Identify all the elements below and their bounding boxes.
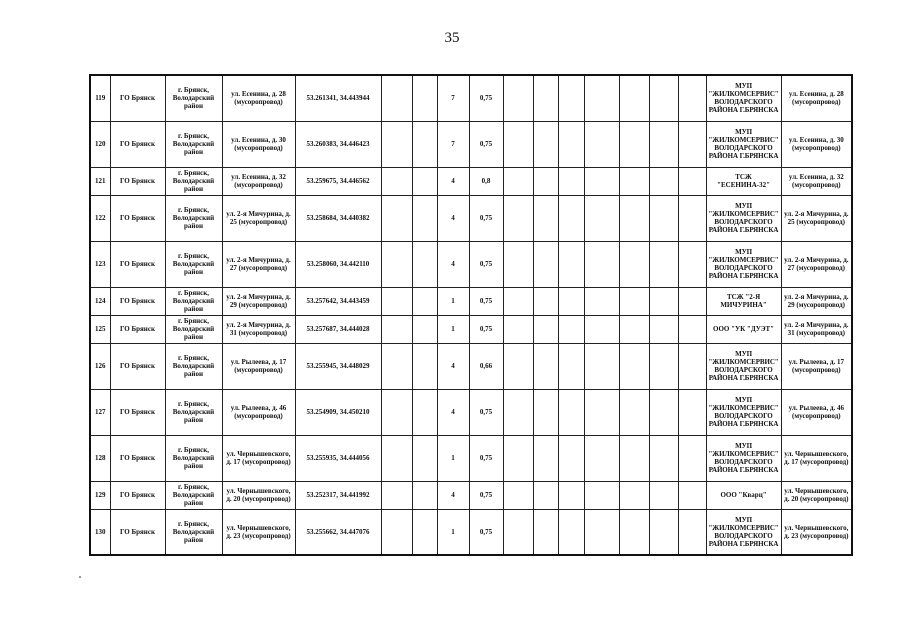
empty-cell <box>503 241 533 287</box>
container-volume-cell: 0,75 <box>469 481 503 509</box>
empty-cell <box>678 167 706 195</box>
district-cell: ГО Брянск <box>110 509 165 555</box>
district-cell: ГО Брянск <box>110 121 165 167</box>
empty-cell <box>584 509 619 555</box>
empty-cell <box>533 241 558 287</box>
empty-cell <box>649 389 678 435</box>
row-number: 124 <box>90 287 110 315</box>
container-volume-cell: 0,75 <box>469 315 503 343</box>
container-count-cell: 1 <box>437 315 469 343</box>
row-number: 128 <box>90 435 110 481</box>
empty-cell <box>533 509 558 555</box>
empty-cell <box>412 509 437 555</box>
empty-cell <box>558 343 584 389</box>
empty-cell <box>678 509 706 555</box>
empty-cell <box>649 343 678 389</box>
coordinates-cell: 53.255935, 34.444056 <box>295 435 381 481</box>
empty-cell <box>558 389 584 435</box>
coordinates-cell: 53.259675, 34.446562 <box>295 167 381 195</box>
empty-cell <box>584 287 619 315</box>
empty-cell <box>412 343 437 389</box>
empty-cell <box>381 343 412 389</box>
locality-cell: г. Брянск, Володарский район <box>165 121 222 167</box>
empty-cell <box>381 509 412 555</box>
empty-cell <box>381 389 412 435</box>
owner-org-cell: МУП "ЖИЛКОМСЕРВИС" ВОЛОДАРСКОГО РАЙОНА Г.БРЯНСКА <box>706 343 781 389</box>
table-row <box>90 195 852 241</box>
empty-cell <box>381 195 412 241</box>
container-volume-cell: 0,75 <box>469 195 503 241</box>
container-volume-cell: 0,75 <box>469 241 503 287</box>
locality-cell: г. Брянск, Володарский район <box>165 509 222 555</box>
coordinates-cell: 53.257687, 34.444028 <box>295 315 381 343</box>
district-cell: ГО Брянск <box>110 435 165 481</box>
table-row <box>90 121 852 167</box>
empty-cell <box>412 167 437 195</box>
coordinates-cell: 53.255945, 34.448029 <box>295 343 381 389</box>
owner-org-cell: МУП "ЖИЛКОМСЕРВИС" ВОЛОДАРСКОГО РАЙОНА Г.БРЯНСКА <box>706 75 781 121</box>
row-number: 120 <box>90 121 110 167</box>
empty-cell <box>584 481 619 509</box>
empty-cell <box>678 195 706 241</box>
empty-cell <box>503 389 533 435</box>
row-number: 123 <box>90 241 110 287</box>
empty-cell <box>381 121 412 167</box>
empty-cell <box>584 195 619 241</box>
empty-cell <box>412 195 437 241</box>
empty-cell <box>619 241 649 287</box>
address-cell: ул. Чернышевского, д. 17 (мусоропровод) <box>222 435 295 481</box>
empty-cell <box>584 167 619 195</box>
empty-cell <box>584 121 619 167</box>
empty-cell <box>678 315 706 343</box>
empty-cell <box>678 287 706 315</box>
container-volume-cell: 0,75 <box>469 509 503 555</box>
empty-cell <box>584 389 619 435</box>
empty-cell <box>558 241 584 287</box>
empty-cell <box>649 241 678 287</box>
empty-cell <box>558 195 584 241</box>
owner-org-cell: МУП "ЖИЛКОМСЕРВИС" ВОЛОДАРСКОГО РАЙОНА Г.БРЯНСКА <box>706 195 781 241</box>
empty-cell <box>412 481 437 509</box>
empty-cell <box>412 435 437 481</box>
locality-cell: г. Брянск, Володарский район <box>165 287 222 315</box>
empty-cell <box>503 509 533 555</box>
coordinates-cell: 53.254909, 34.450210 <box>295 389 381 435</box>
empty-cell <box>381 287 412 315</box>
waste-source-cell: ул. Есенина, д. 28 (мусоропровод) <box>781 75 852 121</box>
empty-cell <box>533 315 558 343</box>
empty-cell <box>533 481 558 509</box>
address-cell: ул. Чернышевского, д. 20 (мусоропровод) <box>222 481 295 509</box>
empty-cell <box>533 343 558 389</box>
table-row <box>90 343 852 389</box>
district-cell: ГО Брянск <box>110 241 165 287</box>
container-count-cell: 4 <box>437 343 469 389</box>
address-cell: ул. 2-я Мичурина, д. 27 (мусоропровод) <box>222 241 295 287</box>
owner-org-cell: МУП "ЖИЛКОМСЕРВИС" ВОЛОДАРСКОГО РАЙОНА Г.БРЯНСКА <box>706 241 781 287</box>
empty-cell <box>533 195 558 241</box>
empty-cell <box>533 389 558 435</box>
owner-org-cell: ООО "Кварц" <box>706 481 781 509</box>
container-volume-cell: 0,8 <box>469 167 503 195</box>
table-row <box>90 75 852 121</box>
scan-speck <box>79 576 81 578</box>
container-count-cell: 4 <box>437 241 469 287</box>
empty-cell <box>412 121 437 167</box>
empty-cell <box>533 287 558 315</box>
table-row <box>90 389 852 435</box>
address-cell: ул. 2-я Мичурина, д. 31 (мусоропровод) <box>222 315 295 343</box>
empty-cell <box>503 315 533 343</box>
locality-cell: г. Брянск, Володарский район <box>165 389 222 435</box>
page-number: 35 <box>444 30 460 46</box>
empty-cell <box>558 315 584 343</box>
empty-cell <box>678 75 706 121</box>
district-cell: ГО Брянск <box>110 343 165 389</box>
empty-cell <box>584 435 619 481</box>
empty-cell <box>678 121 706 167</box>
empty-cell <box>558 287 584 315</box>
row-number: 126 <box>90 343 110 389</box>
empty-cell <box>381 481 412 509</box>
coordinates-cell: 53.255662, 34.447076 <box>295 509 381 555</box>
locality-cell: г. Брянск, Володарский район <box>165 315 222 343</box>
container-count-cell: 1 <box>437 287 469 315</box>
empty-cell <box>584 241 619 287</box>
empty-cell <box>678 481 706 509</box>
address-cell: ул. Есенина, д. 32 (мусоропровод) <box>222 167 295 195</box>
address-cell: ул. Рылеева, д. 46 (мусоропровод) <box>222 389 295 435</box>
district-cell: ГО Брянск <box>110 389 165 435</box>
address-cell: ул. Рылеева, д. 17 (мусоропровод) <box>222 343 295 389</box>
empty-cell <box>584 343 619 389</box>
row-number: 121 <box>90 167 110 195</box>
empty-cell <box>381 315 412 343</box>
waste-source-cell: ул. Чернышевского, д. 23 (мусоропровод) <box>781 509 852 555</box>
empty-cell <box>649 121 678 167</box>
container-volume-cell: 0,75 <box>469 121 503 167</box>
empty-cell <box>503 121 533 167</box>
table-row <box>90 509 852 555</box>
empty-cell <box>619 343 649 389</box>
empty-cell <box>381 75 412 121</box>
waste-source-cell: ул. Рылеева, д. 46 (мусоропровод) <box>781 389 852 435</box>
container-count-cell: 1 <box>437 435 469 481</box>
container-volume-cell: 0,75 <box>469 75 503 121</box>
waste-source-cell: ул. Есенина, д. 30 (мусоропровод) <box>781 121 852 167</box>
container-count-cell: 4 <box>437 195 469 241</box>
container-count-cell: 4 <box>437 389 469 435</box>
empty-cell <box>533 75 558 121</box>
table-row <box>90 435 852 481</box>
owner-org-cell: МУП "ЖИЛКОМСЕРВИС" ВОЛОДАРСКОГО РАЙОНА Г.БРЯНСКА <box>706 509 781 555</box>
owner-org-cell: МУП "ЖИЛКОМСЕРВИС" ВОЛОДАРСКОГО РАЙОНА Г.БРЯНСКА <box>706 435 781 481</box>
row-number: 122 <box>90 195 110 241</box>
waste-source-cell: ул. Чернышевского, д. 17 (мусоропровод) <box>781 435 852 481</box>
table-row <box>90 481 852 509</box>
locality-cell: г. Брянск, Володарский район <box>165 195 222 241</box>
locality-cell: г. Брянск, Володарский район <box>165 241 222 287</box>
empty-cell <box>503 287 533 315</box>
address-cell: ул. 2-я Мичурина, д. 25 (мусоропровод) <box>222 195 295 241</box>
empty-cell <box>649 195 678 241</box>
empty-cell <box>619 287 649 315</box>
empty-cell <box>619 315 649 343</box>
empty-cell <box>649 75 678 121</box>
empty-cell <box>619 121 649 167</box>
empty-cell <box>649 315 678 343</box>
empty-cell <box>503 167 533 195</box>
district-cell: ГО Брянск <box>110 315 165 343</box>
coordinates-cell: 53.261341, 34.443944 <box>295 75 381 121</box>
empty-cell <box>503 75 533 121</box>
locality-cell: г. Брянск, Володарский район <box>165 481 222 509</box>
empty-cell <box>533 167 558 195</box>
empty-cell <box>649 435 678 481</box>
empty-cell <box>619 167 649 195</box>
empty-cell <box>619 481 649 509</box>
empty-cell <box>619 75 649 121</box>
empty-cell <box>412 241 437 287</box>
empty-cell <box>678 241 706 287</box>
waste-source-cell: ул. Чернышевского, д. 20 (мусоропровод) <box>781 481 852 509</box>
empty-cell <box>412 287 437 315</box>
empty-cell <box>649 167 678 195</box>
empty-cell <box>412 389 437 435</box>
row-number: 125 <box>90 315 110 343</box>
empty-cell <box>649 481 678 509</box>
waste-source-cell: ул. 2-я Мичурина, д. 29 (мусоропровод) <box>781 287 852 315</box>
table-row <box>90 241 852 287</box>
address-cell: ул. Чернышевского, д. 23 (мусоропровод) <box>222 509 295 555</box>
empty-cell <box>558 167 584 195</box>
container-volume-cell: 0,75 <box>469 435 503 481</box>
empty-cell <box>584 75 619 121</box>
empty-cell <box>533 121 558 167</box>
table-row <box>90 315 852 343</box>
row-number: 129 <box>90 481 110 509</box>
empty-cell <box>649 287 678 315</box>
coordinates-cell: 53.252317, 34.441992 <box>295 481 381 509</box>
empty-cell <box>558 435 584 481</box>
empty-cell <box>503 195 533 241</box>
empty-cell <box>584 315 619 343</box>
coordinates-cell: 53.260383, 34.446423 <box>295 121 381 167</box>
owner-org-cell: МУП "ЖИЛКОМСЕРВИС" ВОЛОДАРСКОГО РАЙОНА Г.БРЯНСКА <box>706 389 781 435</box>
container-volume-cell: 0,75 <box>469 389 503 435</box>
empty-cell <box>558 121 584 167</box>
district-cell: ГО Брянск <box>110 195 165 241</box>
address-cell: ул. Есенина, д. 28 (мусоропровод) <box>222 75 295 121</box>
empty-cell <box>558 509 584 555</box>
empty-cell <box>619 389 649 435</box>
address-cell: ул. Есенина, д. 30 (мусоропровод) <box>222 121 295 167</box>
container-count-cell: 7 <box>437 75 469 121</box>
locality-cell: г. Брянск, Володарский район <box>165 343 222 389</box>
district-cell: ГО Брянск <box>110 75 165 121</box>
row-number: 119 <box>90 75 110 121</box>
district-cell: ГО Брянск <box>110 287 165 315</box>
owner-org-cell: МУП "ЖИЛКОМСЕРВИС" ВОЛОДАРСКОГО РАЙОНА Г.БРЯНСКА <box>706 121 781 167</box>
owner-org-cell: ТСЖ "ЕСЕНИНА-32" <box>706 167 781 195</box>
owner-org-cell: ТСЖ "2-Я МИЧУРИНА" <box>706 287 781 315</box>
empty-cell <box>678 343 706 389</box>
container-volume-cell: 0,75 <box>469 287 503 315</box>
container-count-cell: 1 <box>437 509 469 555</box>
empty-cell <box>412 75 437 121</box>
waste-source-cell: ул. Рылеева, д. 17 (мусоропровод) <box>781 343 852 389</box>
empty-cell <box>558 481 584 509</box>
empty-cell <box>503 343 533 389</box>
waste-site-registry-table <box>89 74 853 556</box>
locality-cell: г. Брянск, Володарский район <box>165 167 222 195</box>
coordinates-cell: 53.257642, 34.443459 <box>295 287 381 315</box>
empty-cell <box>619 435 649 481</box>
owner-org-cell: ООО "УК "ДУЭТ" <box>706 315 781 343</box>
locality-cell: г. Брянск, Володарский район <box>165 435 222 481</box>
empty-cell <box>412 315 437 343</box>
waste-source-cell: ул. 2-я Мичурина, д. 25 (мусоропровод) <box>781 195 852 241</box>
empty-cell <box>558 75 584 121</box>
waste-source-cell: ул. 2-я Мичурина, д. 31 (мусоропровод) <box>781 315 852 343</box>
empty-cell <box>619 195 649 241</box>
empty-cell <box>678 389 706 435</box>
empty-cell <box>503 481 533 509</box>
empty-cell <box>381 167 412 195</box>
table-row <box>90 287 852 315</box>
empty-cell <box>649 509 678 555</box>
waste-source-cell: ул. 2-я Мичурина, д. 27 (мусоропровод) <box>781 241 852 287</box>
empty-cell <box>619 509 649 555</box>
empty-cell <box>381 435 412 481</box>
container-count-cell: 4 <box>437 167 469 195</box>
empty-cell <box>503 435 533 481</box>
row-number: 130 <box>90 509 110 555</box>
row-number: 127 <box>90 389 110 435</box>
district-cell: ГО Брянск <box>110 167 165 195</box>
locality-cell: г. Брянск, Володарский район <box>165 75 222 121</box>
empty-cell <box>533 435 558 481</box>
container-count-cell: 4 <box>437 481 469 509</box>
coordinates-cell: 53.258060, 34.442110 <box>295 241 381 287</box>
table-row <box>90 167 852 195</box>
district-cell: ГО Брянск <box>110 481 165 509</box>
container-volume-cell: 0,66 <box>469 343 503 389</box>
container-count-cell: 7 <box>437 121 469 167</box>
address-cell: ул. 2-я Мичурина, д. 29 (мусоропровод) <box>222 287 295 315</box>
empty-cell <box>381 241 412 287</box>
waste-source-cell: ул. Есенина, д. 32 (мусоропровод) <box>781 167 852 195</box>
coordinates-cell: 53.258684, 34.440382 <box>295 195 381 241</box>
empty-cell <box>678 435 706 481</box>
